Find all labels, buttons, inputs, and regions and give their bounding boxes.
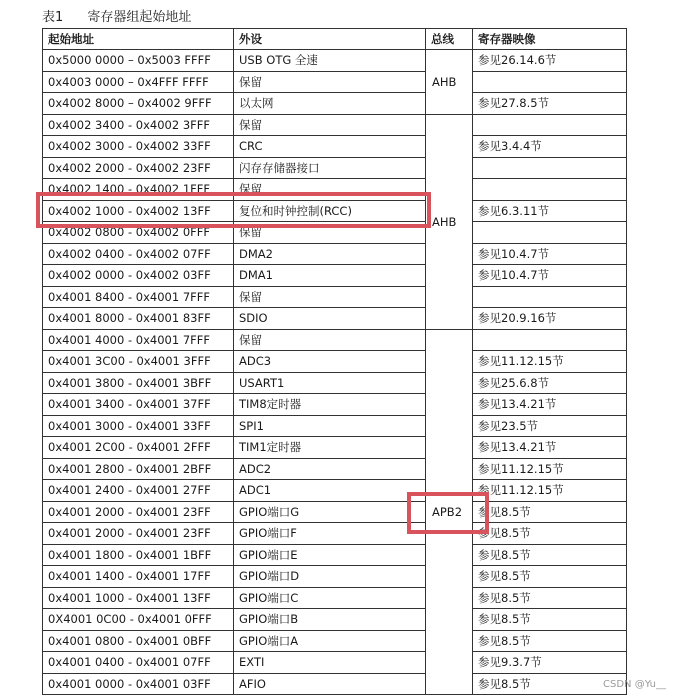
address-cell: 0x4002 1400 - 0x4002 1FFF xyxy=(43,179,234,201)
address-cell: 0x4002 3400 - 0x4002 3FFF xyxy=(43,114,234,136)
peripheral-cell: ADC3 xyxy=(234,351,426,373)
register-map-cell xyxy=(473,179,627,201)
address-cell: 0x4002 0000 - 0x4002 03FF xyxy=(43,265,234,287)
table-row xyxy=(43,136,627,158)
table-row-rcc xyxy=(43,200,627,222)
peripheral-cell: 保留 xyxy=(234,114,426,136)
register-map-cell: 参见25.6.8节 xyxy=(473,372,627,394)
peripheral-cell: TIM1定时器 xyxy=(234,437,426,459)
table-row xyxy=(43,652,627,674)
table-row xyxy=(43,630,627,652)
peripheral-cell: 复位和时钟控制(RCC) xyxy=(234,200,426,222)
peripheral-cell: GPIO端口D xyxy=(234,566,426,588)
peripheral-cell: SPI1 xyxy=(234,415,426,437)
peripheral-cell: 闪存存储器接口 xyxy=(234,157,426,179)
address-cell: 0X4001 0C00 - 0x4001 0FFF xyxy=(43,609,234,631)
peripheral-cell: GPIO端口E xyxy=(234,544,426,566)
address-cell: 0x4001 8400 - 0x4001 7FFF xyxy=(43,286,234,308)
register-map-cell: 参见8.5节 xyxy=(473,609,627,631)
register-map-cell: 参见23.5节 xyxy=(473,415,627,437)
table-row xyxy=(43,587,627,609)
table-row xyxy=(43,437,627,459)
table-row xyxy=(43,566,627,588)
peripheral-cell: 保留 xyxy=(234,286,426,308)
peripheral-cell: 保留 xyxy=(234,71,426,93)
watermark: CSDN @Yu__ xyxy=(603,679,666,690)
register-map-cell xyxy=(473,222,627,244)
table-row xyxy=(43,93,627,115)
peripheral-cell: 保留 xyxy=(234,222,426,244)
table-row xyxy=(43,523,627,545)
peripheral-cell: USART1 xyxy=(234,372,426,394)
table-row xyxy=(43,114,627,136)
address-cell: 0x4001 0000 - 0x4001 03FF xyxy=(43,673,234,695)
register-map-cell: 参见8.5节 xyxy=(473,501,627,523)
register-map-cell: 参见11.12.15节 xyxy=(473,351,627,373)
table-row xyxy=(43,222,627,244)
address-cell: 0x4001 3000 - 0x4001 33FF xyxy=(43,415,234,437)
table-header-row xyxy=(43,29,627,50)
address-cell: 0x4002 8000 – 0x4002 9FFF xyxy=(43,93,234,115)
peripheral-cell: SDIO xyxy=(234,308,426,330)
table-row xyxy=(43,544,627,566)
peripheral-cell: DMA1 xyxy=(234,265,426,287)
register-map-cell xyxy=(473,157,627,179)
address-cell: 0x4002 2000 - 0x4002 23FF xyxy=(43,157,234,179)
address-cell: 0x4001 8000 - 0x4001 83FF xyxy=(43,308,234,330)
table-number: 表1 xyxy=(42,10,64,25)
peripheral-cell: GPIO端口A xyxy=(234,630,426,652)
header-peripheral: 外设 xyxy=(234,29,426,50)
bus-cell-ahb: AHB xyxy=(426,114,473,329)
address-cell: 0x4001 3800 - 0x4001 3BFF xyxy=(43,372,234,394)
register-map-cell xyxy=(473,329,627,351)
table-row xyxy=(43,50,627,72)
address-cell: 0x4001 2800 - 0x4001 2BFF xyxy=(43,458,234,480)
register-map-cell: 参见13.4.21节 xyxy=(473,394,627,416)
address-cell: 0x4002 0800 - 0x4002 0FFF xyxy=(43,222,234,244)
address-cell: 0x4001 3400 - 0x4001 37FF xyxy=(43,394,234,416)
peripheral-cell: GPIO端口F xyxy=(234,523,426,545)
peripheral-cell: ADC2 xyxy=(234,458,426,480)
register-map-cell: 参见13.4.21节 xyxy=(473,437,627,459)
register-map-cell: 参见11.12.15节 xyxy=(473,458,627,480)
peripheral-cell: 以太网 xyxy=(234,93,426,115)
register-map-cell: 参见9.3.7节 xyxy=(473,652,627,674)
peripheral-cell: AFIO xyxy=(234,673,426,695)
address-cell: 0x4002 0400 - 0x4002 07FF xyxy=(43,243,234,265)
register-map-cell: 参见8.5节 xyxy=(473,523,627,545)
address-cell: 0x4001 3C00 - 0x4001 3FFF xyxy=(43,351,234,373)
register-map-cell: 参见10.4.7节 xyxy=(473,243,627,265)
table-title: 寄存器组起始地址 xyxy=(87,10,192,25)
address-cell: 0x4001 1800 - 0x4001 1BFF xyxy=(43,544,234,566)
table-row xyxy=(43,609,627,631)
table-row xyxy=(43,157,627,179)
register-map-cell: 参见10.4.7节 xyxy=(473,265,627,287)
bus-cell-ahb: AHB xyxy=(426,50,473,115)
address-cell: 0x4001 1400 - 0x4001 17FF xyxy=(43,566,234,588)
table-row xyxy=(43,372,627,394)
register-map-cell: 参见8.5节 xyxy=(473,566,627,588)
address-cell: 0x4002 3000 - 0x4002 33FF xyxy=(43,136,234,158)
table-row xyxy=(43,329,627,351)
register-map-cell: 参见8.5节 xyxy=(473,544,627,566)
register-map-cell: 参见8.5节 xyxy=(473,587,627,609)
table-row xyxy=(43,415,627,437)
table-row xyxy=(43,673,627,695)
table-row xyxy=(43,243,627,265)
peripheral-cell: GPIO端口C xyxy=(234,587,426,609)
register-map-cell xyxy=(473,71,627,93)
table-row xyxy=(43,308,627,330)
table-row xyxy=(43,286,627,308)
table-caption xyxy=(42,6,191,25)
address-cell: 0x4001 2C00 - 0x4001 2FFF xyxy=(43,437,234,459)
peripheral-cell: EXTI xyxy=(234,652,426,674)
header-start-address: 起始地址 xyxy=(43,29,234,50)
table-row xyxy=(43,394,627,416)
register-map-cell: 参见6.3.11节 xyxy=(473,200,627,222)
peripheral-cell: USB OTG 全速 xyxy=(234,50,426,72)
register-map-cell: 参见11.12.15节 xyxy=(473,480,627,502)
register-address-table xyxy=(42,28,627,695)
address-cell: 0x5000 0000 – 0x5003 FFFF xyxy=(43,50,234,72)
register-map-cell: 参见20.9.16节 xyxy=(473,308,627,330)
address-cell: 0x4001 4000 - 0x4001 7FFF xyxy=(43,329,234,351)
table-row xyxy=(43,71,627,93)
peripheral-cell: CRC xyxy=(234,136,426,158)
address-cell: 0x4001 0400 - 0x4001 07FF xyxy=(43,652,234,674)
address-cell: 0x4001 2000 - 0x4001 23FF xyxy=(43,501,234,523)
peripheral-cell: GPIO端口G xyxy=(234,501,426,523)
register-map-cell: 参见8.5节 xyxy=(473,673,627,695)
register-map-cell xyxy=(473,286,627,308)
header-register-map: 寄存器映像 xyxy=(473,29,627,50)
register-map-cell: 参见8.5节 xyxy=(473,630,627,652)
peripheral-cell: DMA2 xyxy=(234,243,426,265)
table-row xyxy=(43,265,627,287)
header-bus: 总线 xyxy=(426,29,473,50)
address-cell: 0x4001 2000 - 0x4001 23FF xyxy=(43,523,234,545)
address-cell: 0x4001 1000 - 0x4001 13FF xyxy=(43,587,234,609)
peripheral-cell: TIM8定时器 xyxy=(234,394,426,416)
table-row xyxy=(43,351,627,373)
register-map-cell: 参见27.8.5节 xyxy=(473,93,627,115)
table-row xyxy=(43,480,627,502)
register-map-cell: 参见26.14.6节 xyxy=(473,50,627,72)
peripheral-cell: 保留 xyxy=(234,329,426,351)
address-cell: 0x4003 0000 – 0x4FFF FFFF xyxy=(43,71,234,93)
address-cell: 0x4002 1000 - 0x4002 13FF xyxy=(43,200,234,222)
register-map-cell: 参见3.4.4节 xyxy=(473,136,627,158)
peripheral-cell: 保留 xyxy=(234,179,426,201)
address-cell: 0x4001 0800 - 0x4001 0BFF xyxy=(43,630,234,652)
bus-cell-apb2: APB2 xyxy=(426,329,473,695)
peripheral-cell: ADC1 xyxy=(234,480,426,502)
peripheral-cell: GPIO端口B xyxy=(234,609,426,631)
table-row xyxy=(43,179,627,201)
address-cell: 0x4001 2400 - 0x4001 27FF xyxy=(43,480,234,502)
register-map-cell xyxy=(473,114,627,136)
table-row xyxy=(43,501,627,523)
table-row xyxy=(43,458,627,480)
